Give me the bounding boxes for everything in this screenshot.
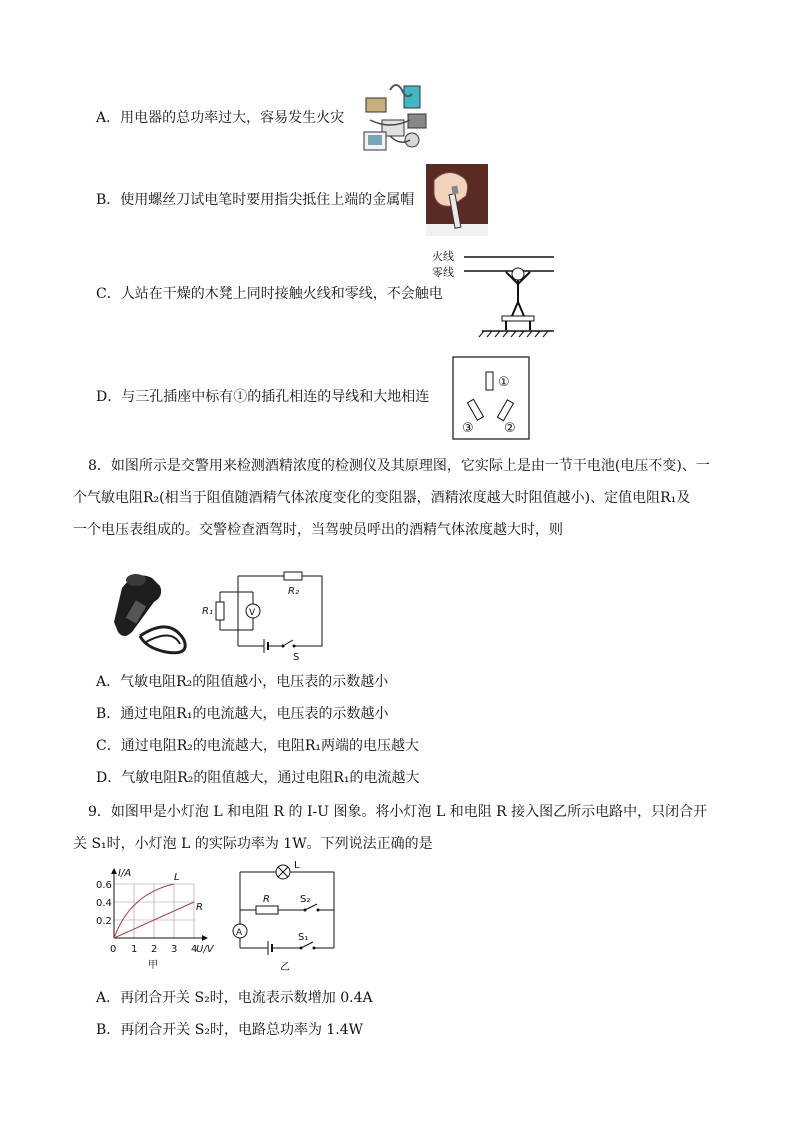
ammeter-label: A: [236, 928, 243, 938]
live-wire-label: 火线: [432, 250, 454, 263]
curve-l: [114, 884, 174, 938]
q9-option-b: B．再闭合开关 S₂时，电路总功率为 1.4W: [96, 1022, 364, 1038]
q8-option-d: D．气敏电阻R₂的阻值越大，通过电阻R₁的电流越大: [96, 770, 420, 786]
socket-hole-3-label: ③: [462, 421, 474, 436]
x-tick-3: 3: [171, 944, 178, 955]
q8-option-a: A．气敏电阻R₂的阻值越小，电压表的示数越小: [96, 674, 389, 690]
x-tick-4: 4: [191, 944, 198, 955]
y-tick-0.4: 0.4: [96, 898, 112, 909]
three-hole-socket-figure: [452, 356, 532, 442]
x-tick-2: 2: [151, 944, 158, 955]
q8-stem-line3: 一个电压表组成的。交警检查酒驾时，当驾驶员呼出的酒精气体浓度越大时，则: [73, 522, 563, 538]
q8-stem-line1: 8．如图所示是交警用来检测酒精浓度的检测仪及其原理图，它实际上是由一节干电池(电压不变)、一: [88, 458, 710, 474]
q7-option-a: A．用电器的总功率过大，容易发生火灾: [96, 110, 345, 126]
r2-label: R₂: [288, 586, 299, 597]
curve-l-label: L: [174, 872, 180, 883]
q7-option-c: C．人站在干燥的木凳上同时接触火线和零线，不会触电: [96, 286, 443, 302]
iu-graph: [90, 864, 214, 972]
q9-stem-line2: 关 S₁时，小灯泡 L 的实际功率为 1W。下列说法正确的是: [73, 836, 433, 852]
q7-option-d: D．与三孔插座中标有①的插孔相连的导线和大地相连: [96, 389, 430, 405]
circuit-caption: 乙: [280, 962, 290, 973]
q8-option-c: C．通过电阻R₂的电流越大，电阻R₁两端的电压越大: [96, 738, 420, 754]
curve-r-label: R: [196, 902, 203, 913]
person-on-stool-figure: [430, 244, 554, 340]
y-tick-0.6: 0.6: [96, 880, 112, 891]
q7-option-b: B．使用螺丝刀试电笔时要用指尖抵住上端的金属帽: [96, 192, 415, 208]
q8-circuit-diagram: [198, 566, 330, 662]
appliances-figure: [360, 80, 440, 160]
q9-stem-line1: 9．如图甲是小灯泡 L 和电阻 R 的 I-U 图象。将小灯泡 L 和电阻 R 接入图乙所示电路中，只闭合开: [88, 804, 708, 820]
y-tick-0.2: 0.2: [96, 916, 112, 927]
resistor-r-label: R: [263, 894, 270, 905]
breathalyzer-figure: [100, 562, 192, 656]
voltmeter-label: V: [249, 608, 256, 618]
x-axis-label: U/V: [196, 944, 214, 955]
graph-caption: 甲: [148, 960, 158, 971]
q8-option-b: B．通过电阻R₁的电流越大，电压表的示数越小: [96, 706, 389, 722]
q8-stem-line2: 个气敏电阻R₂(相当于阻值随酒精气体浓度变化的变阻器，酒精浓度越大时阻值越小)、定值电阻R₁及: [73, 490, 691, 506]
s2-label: S₂: [300, 894, 311, 905]
test-pen-figure: [426, 164, 488, 236]
socket-hole-1-label: ①: [498, 375, 510, 390]
x-tick-0: 0: [110, 944, 117, 955]
switch-s-label: S: [293, 652, 300, 662]
x-tick-1: 1: [131, 944, 138, 955]
q9-circuit-diagram: [228, 858, 340, 974]
neutral-wire-label: 零线: [432, 266, 454, 279]
socket-hole-2-label: ②: [504, 421, 516, 436]
lamp-l-label: L: [294, 860, 300, 871]
r1-label: R₁: [202, 606, 213, 617]
q9-option-a: A．再闭合开关 S₂时，电流表示数增加 0.4A: [96, 990, 373, 1006]
s1-label: S₁: [298, 932, 309, 943]
y-axis-label: I/A: [118, 868, 132, 879]
